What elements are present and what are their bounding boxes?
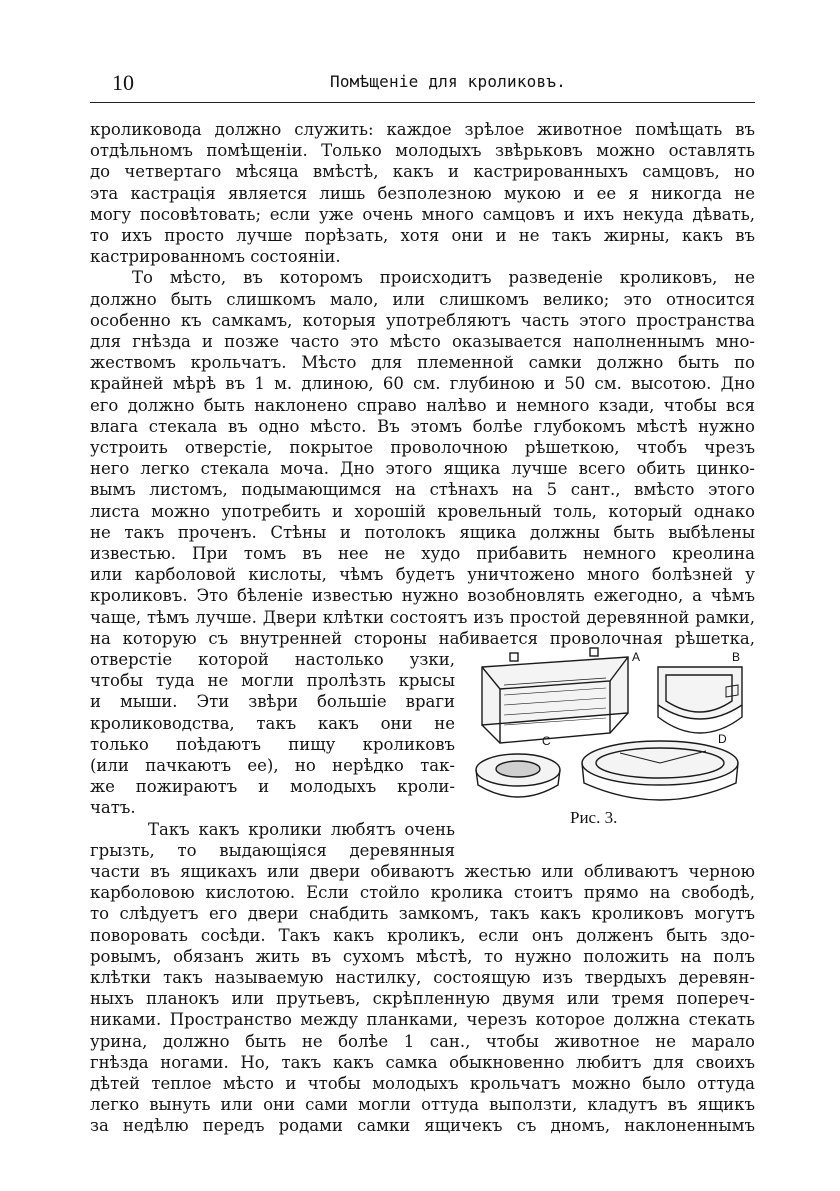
text-line: карболовою кислотою. Если стойло кролика стоитъ прямо на свободѣ,: [90, 883, 755, 903]
text-line: чаще, тѣмъ лучше. Двери клѣтки состоятъ изъ простой деревянной рамки,: [90, 607, 755, 627]
text-line: легко вынуть или они сами могли оттуда выползти, кладутъ въ ящикъ: [90, 1095, 755, 1115]
text-line: вымъ листомъ, подымающимся на стѣнахъ на 5 сант., вмѣсто этого: [90, 480, 755, 500]
trough-d-drawing: [582, 741, 738, 800]
text-line: кроликовъ. Это бѣленіе известью нужно возобновлять ежегодно, а чѣмъ: [90, 586, 755, 606]
text-line: дѣтей теплое мѣсто и чтобы молодыхъ крольчатъ можно было оттуда: [90, 1074, 755, 1093]
text-line: эта кастрація является лишь безполезною мукою и ее я никогда не: [90, 183, 755, 203]
text-line: чтобы туда не могли пролѣзть крысы: [90, 671, 455, 691]
text-line: то ихъ просто лучше порѣзать, хотя они и не такъ жирны, какъ въ: [90, 226, 755, 245]
text-line: за недѣлю передъ родами самки ящичекъ съ дномъ, наклоненнымъ: [90, 1116, 755, 1136]
trough-a-drawing: [482, 648, 628, 743]
text-line: гнѣзда ногами. Но, такъ какъ самка обыкновенно любитъ для своихъ: [90, 1052, 755, 1072]
label-c: C: [542, 734, 551, 748]
text-line: же пожираютъ и молодыхъ кроли-: [90, 777, 455, 797]
text-line: для гнѣзда и позже часто это мѣсто оказывается наполненнымъ мно-: [90, 332, 755, 351]
text-line: части въ ящикахъ или двери обиваютъ жестью или обливаютъ черною: [90, 862, 755, 881]
text-line: отдѣльномъ помѣщеніи. Только молодыхъ звѣрьковъ можно оставлять: [90, 141, 755, 161]
text-line: известью. При томъ въ нее не худо прибавить немного креолина: [90, 544, 755, 563]
text-line: особенно къ самкамъ, которыя употребляютъ часть этого пространства: [90, 310, 755, 330]
text-line: могу посовѣтовать; если уже очень много самцовъ и ихъ некуда дѣвать,: [90, 204, 755, 224]
text-line: ровымъ, обязанъ жить въ сухомъ мѣстѣ, то нужно положить на полъ: [90, 946, 755, 966]
text-line: до четвертаго мѣсяца вмѣстѣ, какъ и кастрированныхъ самцовъ, но: [90, 162, 755, 182]
label-d: D: [718, 732, 727, 746]
text-line: то слѣдуетъ его двери снабдить замкомъ, такъ какъ кроликовъ могутъ: [90, 904, 755, 924]
text-line: То мѣсто, въ которомъ происходитъ разведеніе кроликовъ, не: [132, 268, 755, 288]
text-line: клѣтки такъ называемую настилку, состоящую изъ твердыхъ деревян-: [90, 968, 755, 987]
text-line: или карболовой кислоты, чѣмъ будетъ уничтожено много болѣзней у: [90, 565, 755, 585]
text-line: листа можно употребить и хорошій кровельный толь, который однако: [90, 501, 755, 521]
text-line: устроить отверстіе, покрытое проволочною рѣшеткою, чтобъ чрезъ: [90, 438, 755, 457]
text-line: Такъ какъ кролики любятъ очень: [148, 819, 455, 839]
text-line: (или пачкаютъ ее), но нерѣдко так-: [90, 756, 455, 775]
text-line: его должно быть наклонено справо налѣво и немного кзади, чтобы вся: [90, 395, 755, 415]
text-line: должно быть слишкомъ мало, или слишкомъ велико; это относится: [90, 289, 755, 309]
text-line: не такъ проченъ. Стѣны и потолокъ ящика должны быть выбѣлены: [90, 522, 755, 542]
text-line: ныхъ планокъ или прутьевъ, скрѣпленную двумя или тремя попереч-: [90, 989, 755, 1009]
figure-troughs: [470, 645, 755, 825]
text-line: него легко стекала моча. Дно этого ящика лучше всего обить цинко-: [90, 459, 755, 479]
text-line: и мыши. Эти звѣри большіе враги: [90, 692, 455, 712]
running-title: Помѣщеніе для кроликовъ.: [330, 72, 566, 91]
text-line: кастрированномъ состояніи.: [90, 247, 341, 267]
text-line: кроликовода должно служить: каждое зрѣлое животное помѣщать въ: [90, 120, 755, 139]
text-line: только поѣдаютъ пищу кроликовъ: [90, 734, 455, 754]
text-line: отверстіе которой настолько узки,: [90, 650, 455, 669]
figure-caption: Рис. 3.: [570, 808, 618, 827]
text-line: никами. Пространство между планками, черезъ которое должна стекать: [90, 1010, 755, 1030]
text-line: крайней мѣрѣ въ 1 м. длиною, 60 см. глубиною и 50 см. высотою. Дно: [90, 374, 755, 394]
text-line: грызть, то выдающіяся деревянныя: [90, 840, 455, 860]
page-number: 10: [112, 70, 134, 95]
label-a: A: [632, 650, 641, 664]
trough-b-drawing: [658, 667, 742, 733]
running-header: [90, 62, 755, 103]
label-b: B: [732, 650, 741, 664]
text-line: кролиководства, такъ какъ они не: [90, 713, 455, 733]
text-line: на которую съ внутренней стороны набивается проволочная рѣшетка,: [90, 628, 755, 648]
text-line: жествомъ крольчатъ. Мѣсто для племенной самки должно быть по: [90, 353, 755, 373]
text-line: влага стекала въ одно мѣсто. Въ этомъ болѣе глубокомъ мѣстѣ нужно: [90, 416, 755, 436]
text-line: поворовать сосѣди. Такъ какъ кроликъ, если онъ долженъ быть здо-: [90, 925, 755, 945]
text-line: чатъ.: [90, 798, 136, 818]
text-line: урина, должно быть не болѣе 1 сан., чтобы животное не марало: [90, 1031, 755, 1051]
trough-c-drawing: [476, 754, 560, 797]
